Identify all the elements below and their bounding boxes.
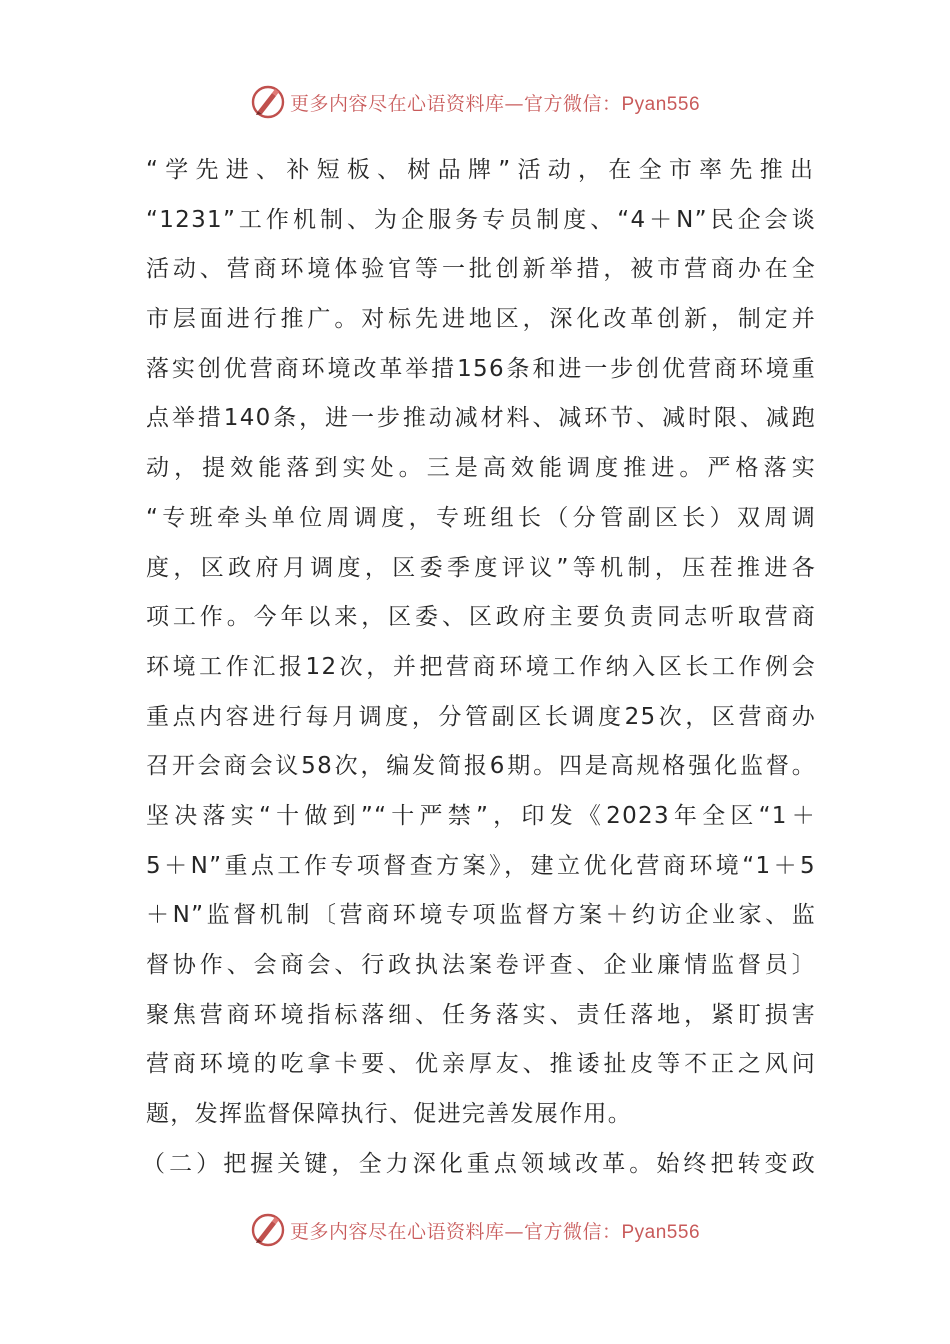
document-body (142, 146, 816, 1189)
text-line: 重点内容进行每月调度，分管副区长调度25次，区营商办 (146, 703, 816, 730)
watermark-wechat-id: Pyan556 (621, 93, 701, 115)
text-line: 督协作、会商会、行政执法案卷评查、企业廉情监督员〕 (146, 952, 816, 978)
header-watermark (0, 80, 950, 124)
text-line: 召开会商会议58次，编发简报6期。四是高规格强化监督。 (146, 753, 816, 780)
text-line: 动，提效能落到实处。三是高效能调度推进。严格落实 (146, 455, 816, 482)
text-line: 坚决落实“十做到”“十严禁”，印发《2023年全区“1＋ (146, 802, 816, 829)
text-line: 点举措140条，进一步推动减材料、减环节、减时限、减跑 (146, 405, 816, 432)
section-heading-line: （二）把握关键，全力深化重点领域改革。始终把转变政 (142, 1150, 816, 1177)
watermark-label: 更多内容尽在心语资料库—官方微信： (289, 1220, 622, 1243)
pen-circle-logo-icon (250, 84, 286, 120)
text-line: “专班牵头单位周调度，专班组长（分管副区长）双周调 (146, 504, 816, 531)
text-line: ＋N”监督机制〔营商环境专项监督方案＋约访企业家、监 (146, 902, 816, 929)
text-line: 度，区政府月调度，区委季度评议”等机制，压茬推进各 (146, 554, 816, 581)
text-line: 题，发挥监督保障执行、促进完善发展作用。 (146, 1101, 632, 1128)
text-line: 环境工作汇报12次，并把营商环境工作纳入区长工作例会 (146, 653, 816, 680)
text-line: “学先进、补短板、树品牌”活动，在全市率先推出 (146, 157, 816, 183)
text-line: 市层面进行推广。对标先进地区，深化改革创新，制定并 (146, 306, 816, 333)
watermark-text (290, 1217, 700, 1244)
text-line: 活动、营商环境体验官等一批创新举措，被市营商办在全 (146, 256, 816, 283)
watermark-label: 更多内容尽在心语资料库—官方微信： (289, 92, 622, 115)
footer-watermark (0, 1208, 950, 1252)
text-line: 项工作。今年以来，区委、区政府主要负责同志听取营商 (146, 604, 816, 631)
pen-circle-logo-icon (250, 1212, 286, 1248)
text-line: 5＋N”重点工作专项督查方案》，建立优化营商环境“1＋5 (146, 852, 816, 879)
text-line: 落实创优营商环境改革举措156条和进一步创优营商环境重 (146, 355, 816, 382)
text-line: 聚焦营商环境指标落细、任务落实、责任落地，紧盯损害 (146, 1001, 816, 1028)
text-line: 营商环境的吃拿卡要、优亲厚友、推诿扯皮等不正之风问 (146, 1051, 816, 1078)
text-line: “1231”工作机制、为企服务专员制度、“4＋N”民企会谈 (146, 206, 816, 233)
watermark-text (290, 89, 700, 116)
watermark-wechat-id: Pyan556 (621, 1221, 701, 1243)
